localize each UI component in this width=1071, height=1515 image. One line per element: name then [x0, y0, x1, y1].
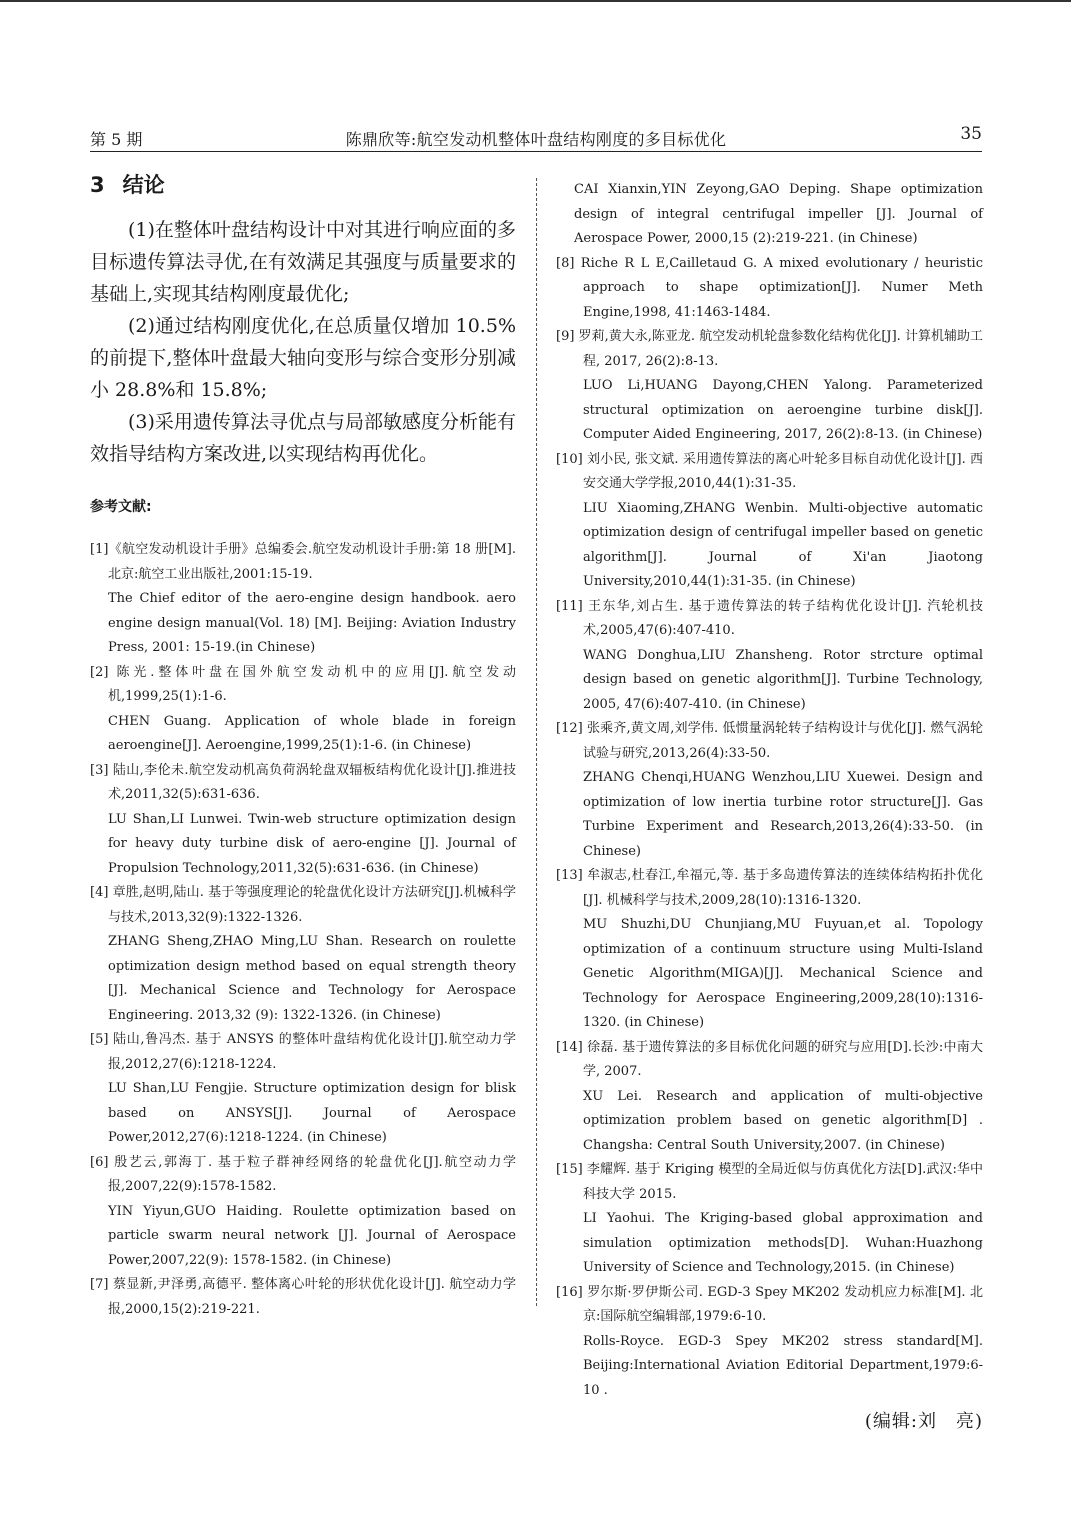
page-number: 35	[960, 124, 982, 144]
reference-entry	[556, 595, 983, 718]
column-divider	[536, 178, 537, 1306]
reference-zh: [13] 牟淑志,杜春江,牟福元,等. 基于多岛遗传算法的连续体结构拓扑优化[J]. 机械科学与技术,2009,28(10):1316-1320.	[556, 868, 983, 908]
reference-zh: [3] 陆山,李伦未.航空发动机高负荷涡轮盘双辐板结构优化设计[J].推进技术,2011,32(5):631-636.	[90, 762, 516, 802]
reference-entry	[90, 881, 516, 1028]
reference-zh: [2] 陈光.整体叶盘在国外航空发动机中的应用[J].航空发动机,1999,25(1):1-6.	[90, 664, 516, 704]
reference-zh: [1]《航空发动机设计手册》总编委会.航空发动机设计手册:第 18 册[M].北京:航空工业出版社,2001:15-19.	[90, 542, 516, 582]
reference-en: MU Shuzhi,DU Chunjiang,MU Fuyuan,et al. Topology optimization of a continuum structure using Multi-Island Genetic Algorithm(MIGA)[J]. Mechanical Science and Technology for Aerospace Engineering,2009,28(10):1316-1320. (in Chinese)	[583, 917, 983, 1030]
conclusion-paragraph: (2)通过结构刚度优化,在总质量仅增加 10.5%的前提下,整体叶盘最大轴向变形与综合变形分别减小 28.8%和 15.8%;	[90, 315, 516, 401]
left-column	[90, 170, 516, 1322]
reference-entry	[556, 1281, 983, 1404]
running-header	[90, 124, 982, 150]
reference-zh: [14] 徐磊. 基于遗传算法的多目标优化问题的研究与应用[D].长沙:中南大学, 2007.	[556, 1039, 983, 1079]
reference-entry	[556, 1158, 983, 1281]
reference-entry	[90, 1273, 516, 1322]
reference-en: LU Shan,LI Lunwei. Twin-web structure optimization design for heavy duty turbine disk of aero-engine [J]. Journal of Propulsion Technology,2011,32(5):631-636. (in Chinese)	[108, 811, 516, 876]
reference-zh: [9] 罗莉,黄大永,陈亚龙. 航空发动机轮盘参数化结构优化[J]. 计算机辅助工程, 2017, 26(2):8-13.	[556, 329, 983, 369]
reference-entry	[556, 448, 983, 595]
reference-zh: [15] 李耀辉. 基于 Kriging 模型的全局近似与仿真优化方法[D].武汉:华中科技大学 2015.	[556, 1162, 983, 1202]
header-rule	[90, 151, 982, 152]
references-heading: 参考文献:	[90, 499, 152, 515]
running-title: 陈鼎欣等:航空发动机整体叶盘结构刚度的多目标优化	[345, 130, 727, 149]
reference-zh: [4] 章胜,赵明,陆山. 基于等强度理论的轮盘优化设计方法研究[J].机械科学与技术,2013,32(9):1322-1326.	[90, 885, 516, 925]
reference-en: LI Yaohui. The Kriging-based global approximation and simulation optimization methods[D]. Wuhan:Huazhong University of Science and Technology,2015. (in Chinese)	[583, 1211, 983, 1275]
reference-zh: [11] 王东华,刘占生. 基于遗传算法的转子结构优化设计[J]. 汽轮机技术,2005,47(6):407-410.	[556, 598, 983, 638]
reference-zh: [5] 陆山,鲁冯杰. 基于 ANSYS 的整体叶盘结构优化设计[J].航空动力学报,2012,27(6):1218-1224.	[90, 1032, 516, 1072]
reference-zh: [7] 蔡显新,尹泽勇,高德平. 整体离心叶轮的形状优化设计[J]. 航空动力学报,2000,15(2):219-221.	[90, 1277, 516, 1317]
reference-en: XU Lei. Research and application of multi-objective optimization problem based on genetic algorithm[D] . Changsha: Central South University,2007. (in Chinese)	[583, 1088, 983, 1153]
reference-zh: [8] Riche R L E,Cailletaud G. A mixed evolutionary / heuristic approach to shape optimization[J]. Numer Meth Engine,1998, 41:1463-1484.	[556, 255, 983, 320]
reference-entry	[90, 1151, 516, 1274]
section-heading	[90, 170, 516, 200]
reference-entry	[90, 661, 516, 759]
reference-en: YIN Yiyun,GUO Haiding. Roulette optimization based on particle swarm neural network [J]. Journal of Aerospace Power,2007,22(9): 1578-1582. (in Chinese)	[108, 1203, 516, 1268]
reference-en: The Chief editor of the aero-engine design handbook. aero engine design manual(Vol. 18) [M]. Beijing: Aviation Industry Press, 2001: 15-19.(in Chinese)	[108, 591, 516, 655]
reference-entry	[556, 1036, 983, 1159]
issue-number: 第 5 期	[90, 130, 143, 149]
reference-en: CHEN Guang. Application of whole blade in foreign aeroengine[J]. Aeroengine,1999,25(1):1-6. (in Chinese)	[108, 713, 516, 753]
section-title: 结论	[122, 173, 165, 197]
right-column	[556, 178, 983, 1433]
reference-entry	[90, 1028, 516, 1151]
editor-note: (编辑:刘 亮)	[864, 1411, 983, 1432]
reference-entry	[556, 717, 983, 864]
reference-en: WANG Donghua,LIU Zhansheng. Rotor strcture optimal design based on genetic algorithm[J]. Turbine Technology, 2005, 47(6):407-410. (in Chinese)	[583, 647, 983, 712]
reference-entry-continued	[556, 178, 983, 252]
conclusion-paragraph: (3)采用遗传算法寻优点与局部敏感度分析能有效指导结构方案改进,以实现结构再优化。	[90, 411, 516, 465]
reference-en: ZHANG Chenqi,HUANG Wenzhou,LIU Xuewei. Design and optimization of low inertia turbine rotor structure[J]. Gas Turbine Experiment and Research,2013,26(4):33-50. (in Chinese)	[583, 770, 983, 859]
reference-entry	[90, 538, 516, 661]
reference-entry	[556, 864, 983, 1036]
reference-en: CAI Xianxin,YIN Zeyong,GAO Deping. Shape optimization design of integral centrifugal impeller [J]. Journal of Aerospace Power, 2000,15 (2):219-221. (in Chinese)	[574, 182, 983, 246]
reference-zh: [16] 罗尔斯·罗伊斯公司. EGD-3 Spey MK202 发动机应力标准[M]. 北京:国际航空编辑部,1979:6-10.	[556, 1284, 983, 1324]
reference-en: Rolls-Royce. EGD-3 Spey MK202 stress standard[M]. Beijing:International Aviation Editorial Department,1979:6-10 .	[583, 1333, 983, 1398]
reference-en: LUO Li,HUANG Dayong,CHEN Yalong. Parameterized structural optimization on aeroengine turbine disk[J]. Computer Aided Engineering, 2017, 26(2):8-13. (in Chinese)	[583, 378, 983, 442]
reference-en: LIU Xiaoming,ZHANG Wenbin. Multi-objective automatic optimization design of centrifugal impeller based on genetic algorithm[J]. Journal of Xi'an Jiaotong University,2010,44(1):31-35. (in Chinese)	[583, 500, 983, 589]
reference-entry	[556, 325, 983, 448]
reference-en: LU Shan,LU Fengjie. Structure optimization design for blisk based on ANSYS[J]. Journal of Aerospace Power,2012,27(6):1218-1224. (in Chinese)	[108, 1081, 516, 1145]
reference-entry	[556, 252, 983, 326]
reference-entry	[90, 759, 516, 882]
reference-zh: [10] 刘小民, 张文斌. 采用遗传算法的离心叶轮多目标自动优化设计[J]. 西安交通大学学报,2010,44(1):31-35.	[556, 451, 983, 491]
conclusion-paragraph: (1)在整体叶盘结构设计中对其进行响应面的多目标遗传算法寻优,在有效满足其强度与质量要求的基础上,实现其结构刚度最优化;	[90, 219, 516, 305]
top-border-rule	[0, 0, 1071, 2]
reference-zh: [6] 殷艺云,郭海丁. 基于粒子群神经网络的轮盘优化[J].航空动力学报,2007,22(9):1578-1582.	[90, 1154, 516, 1194]
reference-en: ZHANG Sheng,ZHAO Ming,LU Shan. Research on roulette optimization design method based on equal strength theory [J]. Mechanical Science and Technology for Aerospace Engineering. 2013,32 (9): 1322-1326. (in Chinese)	[108, 934, 516, 1023]
reference-zh: [12] 张乘齐,黄文周,刘学伟. 低惯量涡轮转子结构设计与优化[J]. 燃气涡轮试验与研究,2013,26(4):33-50.	[556, 721, 983, 761]
section-number: 3	[90, 173, 105, 197]
